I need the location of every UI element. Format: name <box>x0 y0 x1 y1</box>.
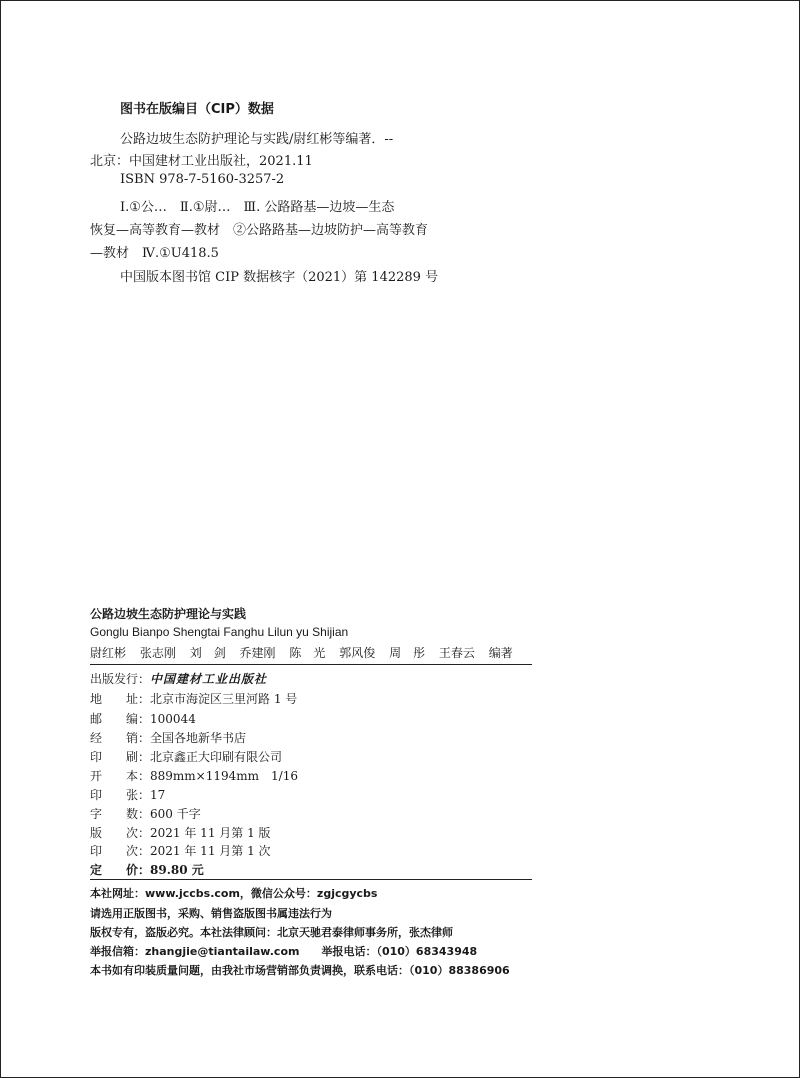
cip-line: Ⅰ.①公… Ⅱ.①尉… Ⅲ. 公路路基—边坡—生态 <box>120 200 395 215</box>
detail-label: 印 刷： <box>90 750 151 764</box>
cip-record-number: 中国版本图书馆 CIP 数据核字（2021）第 142289 号 <box>120 270 439 285</box>
detail-value: 600 千字 <box>150 807 201 821</box>
price-row <box>90 861 204 878</box>
author-list <box>90 644 523 661</box>
detail-value: 17 <box>150 788 166 802</box>
publisher-row <box>90 670 267 687</box>
detail-row <box>90 729 246 746</box>
author: 张志刚 <box>139 646 176 660</box>
book-title: 公路边坡生态防护理论与实践 <box>90 607 247 621</box>
author-role: 编著 <box>488 646 513 660</box>
cip-isbn: ISBN 978-7-5160-3257-2 <box>120 172 285 187</box>
detail-row <box>90 710 196 727</box>
cip-line: 恢复—高等教育—教材 ②公路路基—边坡防护—高等教育 <box>90 223 429 238</box>
detail-value: 北京鑫正大印刷有限公司 <box>150 750 283 764</box>
detail-label: 字 数： <box>90 807 151 821</box>
cip-line: 公路边坡生态防护理论与实践/尉红彬等编著．-- <box>120 132 394 147</box>
detail-row <box>90 824 271 841</box>
detail-label: 印 张： <box>90 788 151 802</box>
author: 陈 光 <box>289 646 326 660</box>
detail-label: 邮 编： <box>90 712 151 726</box>
footer-quality: 本书如有印装质量问题，由我社市场营销部负责调换，联系电话：（010）88386906 <box>90 964 510 977</box>
cip-line: 北京：中国建材工业出版社，2021.11 <box>90 154 313 169</box>
detail-label: 版 次： <box>90 826 151 840</box>
price-value: 89.80 元 <box>150 863 204 877</box>
detail-value: 2021 年 11 月第 1 版 <box>150 826 271 840</box>
detail-row <box>90 805 201 822</box>
detail-value: 100044 <box>150 712 196 726</box>
divider <box>90 879 532 880</box>
detail-label: 地 址： <box>90 692 151 706</box>
detail-value: 889mm×1194mm 1/16 <box>150 769 298 783</box>
detail-row <box>90 842 271 859</box>
detail-row <box>90 786 165 803</box>
cip-line: —教材 Ⅳ.①U418.5 <box>90 246 219 261</box>
author: 乔建刚 <box>239 646 276 660</box>
author: 郭风俊 <box>339 646 376 660</box>
book-pinyin: Gonglu Bianpo Shengtai Fanghu Lilun yu Shijian <box>90 625 349 639</box>
publisher-label: 出版发行： <box>90 672 151 686</box>
detail-row <box>90 767 298 784</box>
detail-label: 经 销： <box>90 731 151 745</box>
detail-label: 印 次： <box>90 844 151 858</box>
detail-row <box>90 690 297 707</box>
detail-value: 2021 年 11 月第 1 次 <box>150 844 271 858</box>
publisher-name: 中国建材工业出版社 <box>150 672 268 686</box>
footer-website: 本社网址：www.jccbs.com，微信公众号：zgjcgycbs <box>90 887 378 900</box>
author: 王春云 <box>438 646 475 660</box>
detail-label: 开 本： <box>90 769 151 783</box>
cip-title: 图书在版编目（CIP）数据 <box>120 102 274 117</box>
detail-row <box>90 748 282 765</box>
divider <box>90 664 532 665</box>
footer-legal: 版权专有，盗版必究。本社法律顾问：北京天驰君泰律师事务所，张杰律师 <box>90 926 453 939</box>
author: 刘 剑 <box>189 646 226 660</box>
detail-value: 北京市海淀区三里河路 1 号 <box>150 692 298 706</box>
author: 周 彤 <box>389 646 426 660</box>
detail-value: 全国各地新华书店 <box>150 731 247 745</box>
footer-report: 举报信箱：zhangjie@tiantailaw.com 举报电话：（010）68343948 <box>90 945 478 958</box>
author: 尉红彬 <box>90 646 127 660</box>
footer-piracy-notice: 请选用正版图书，采购、销售盗版图书属违法行为 <box>90 907 332 920</box>
price-label: 定 价： <box>90 863 151 877</box>
